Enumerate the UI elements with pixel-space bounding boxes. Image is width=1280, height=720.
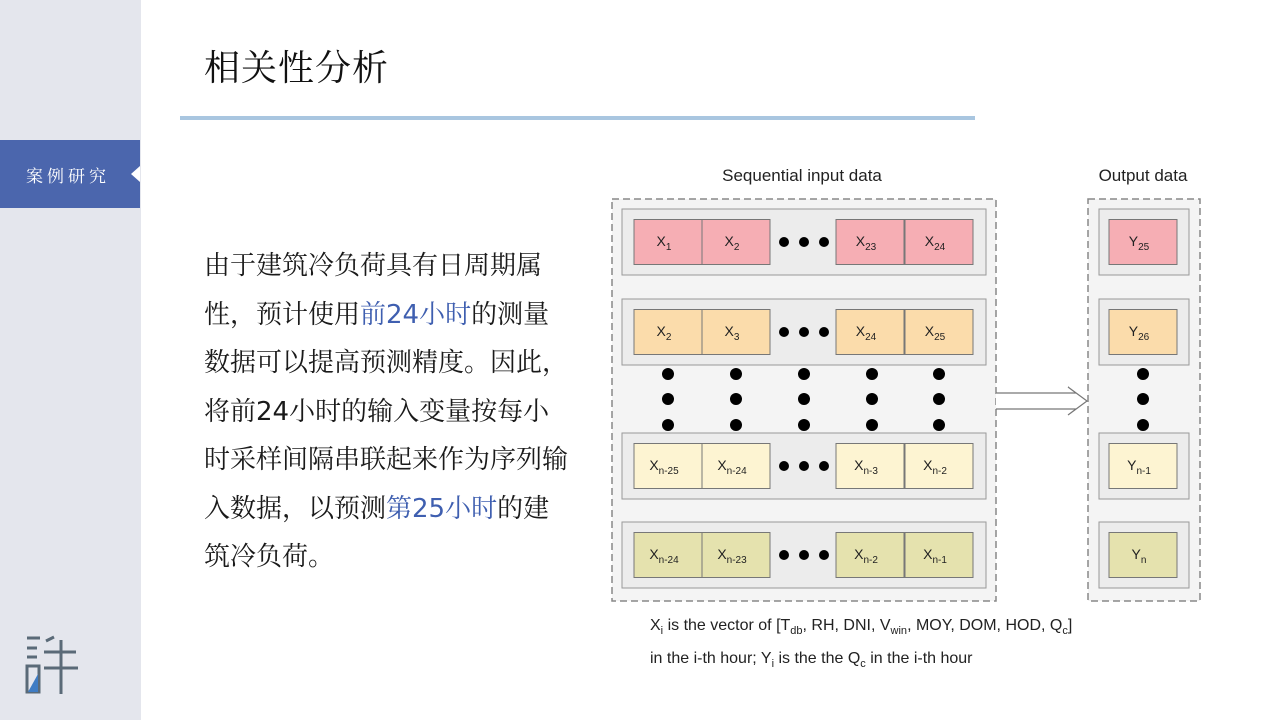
highlight-prev-24h: 前24小时 xyxy=(360,299,472,330)
vertical-ellipsis-dot xyxy=(933,393,945,405)
vertical-ellipsis-dot xyxy=(866,419,878,431)
vertical-ellipsis-dot xyxy=(933,419,945,431)
vertical-ellipsis-dot xyxy=(730,368,742,380)
input-cell-label: $X_{n-24}$ xyxy=(717,457,747,477)
ellipsis-dot xyxy=(779,550,789,560)
ellipsis-dot xyxy=(779,237,789,247)
output-cell-label: $Y_{n-1}$ xyxy=(1127,457,1151,477)
body-paragraph xyxy=(204,242,569,582)
sidebar xyxy=(0,0,141,720)
ellipsis-dot xyxy=(819,327,829,337)
vertical-ellipsis-dot xyxy=(798,419,810,431)
output-data-title: Output data xyxy=(1098,166,1188,185)
body-text-part: 的测量数据可以提高预测精度。因此，将前24小时的输入变量按每小时采样间隔串联起来作为序列输入数据，以预测 xyxy=(204,299,569,524)
input-cell-label: $X_3$ xyxy=(724,323,740,343)
input-cell-label: $X_{n-1}$ xyxy=(923,546,947,566)
ellipsis-dot xyxy=(799,550,809,560)
title-divider xyxy=(180,116,975,120)
output-cell-label: $Y_{26}$ xyxy=(1128,323,1150,343)
vertical-ellipsis-dot xyxy=(1137,419,1149,431)
active-indicator-icon xyxy=(131,166,140,182)
input-cell-label: $X_{n-2}$ xyxy=(923,457,947,477)
ellipsis-dot xyxy=(799,237,809,247)
ellipsis-dot xyxy=(799,327,809,337)
vertical-ellipsis-dot xyxy=(933,368,945,380)
flow-arrow-icon xyxy=(996,387,1087,415)
output-cell-label: $Y_{25}$ xyxy=(1128,233,1150,253)
input-cell-label: $X_{n-2}$ xyxy=(854,546,878,566)
vertical-ellipsis-dot xyxy=(662,368,674,380)
input-cell-label: $X_{n-3}$ xyxy=(854,457,878,477)
body-text-part: 由于建筑冷负荷具有日周期属性，预计使用 xyxy=(204,251,543,330)
input-data-title: Sequential input data xyxy=(722,166,882,185)
nav-item-label: 案例研究 xyxy=(26,166,110,187)
input-cell-label: $X_{n-23}$ xyxy=(717,546,747,566)
ellipsis-dot xyxy=(779,327,789,337)
nav-item-case-study[interactable] xyxy=(0,140,140,208)
highlight-25th-hour: 第25小时 xyxy=(386,493,498,524)
input-cell-label: $X_{25}$ xyxy=(924,323,946,343)
input-cell-label: $X_{n-24}$ xyxy=(649,546,679,566)
sequence-diagram xyxy=(598,155,1208,675)
caption-line-2: in the i-th hour; $Y_i$ is the the $Q_c$ in the i-th hour xyxy=(650,650,973,670)
ellipsis-dot xyxy=(819,237,829,247)
vertical-ellipsis-dot xyxy=(798,393,810,405)
vertical-ellipsis-dot xyxy=(1137,368,1149,380)
vertical-ellipsis-dot xyxy=(1137,393,1149,405)
output-cell-label: $Y_n$ xyxy=(1131,546,1147,566)
vertical-ellipsis-dot xyxy=(798,368,810,380)
body-text-part: 的建筑冷负荷。 xyxy=(204,493,550,572)
input-cell-label: $X_{24}$ xyxy=(924,233,946,253)
vertical-ellipsis-dot xyxy=(866,368,878,380)
input-cell-label: $X_2$ xyxy=(724,233,740,253)
ellipsis-dot xyxy=(779,461,789,471)
vertical-ellipsis-dot xyxy=(730,393,742,405)
page-title: 相关性分析 xyxy=(204,48,390,89)
vertical-ellipsis-dot xyxy=(662,393,674,405)
input-cell-label: $X_{23}$ xyxy=(855,233,877,253)
input-cell-label: $X_1$ xyxy=(656,233,672,253)
ellipsis-dot xyxy=(819,461,829,471)
input-cell-label: $X_{n-25}$ xyxy=(649,457,679,477)
xu-logo xyxy=(24,634,80,696)
vertical-ellipsis-dot xyxy=(730,419,742,431)
ellipsis-dot xyxy=(819,550,829,560)
caption-line-1: $X_i$ is the vector of [$T_{db}$, RH, DNI, $V_{win}$, MOY, DOM, HOD, $Q_c$] xyxy=(650,617,1073,637)
vertical-ellipsis-dot xyxy=(662,419,674,431)
input-cell-label: $X_2$ xyxy=(656,323,672,343)
vertical-ellipsis-dot xyxy=(866,393,878,405)
ellipsis-dot xyxy=(799,461,809,471)
input-cell-label: $X_{24}$ xyxy=(855,323,877,343)
